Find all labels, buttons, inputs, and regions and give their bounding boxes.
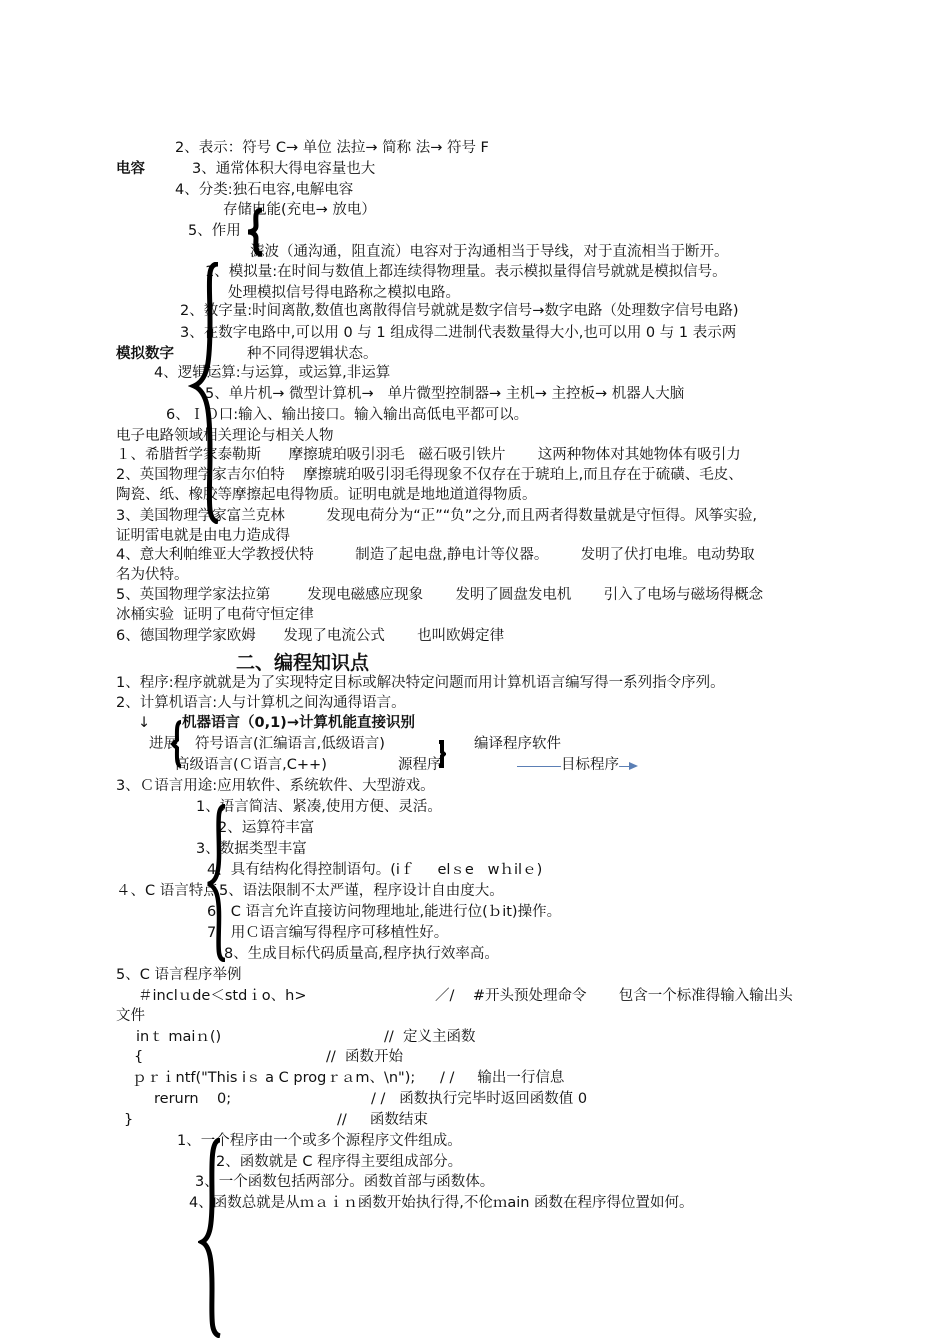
programming-line-3: 3、Ｃ语言用途:应用软件、系统软件、大型游戏。 xyxy=(116,778,435,794)
c-feature-6: 6、C 语言允许直接访问物理地址,能进行位(ｂit)操作。 xyxy=(207,904,562,920)
analog-digital-brace xyxy=(188,262,222,524)
code-include: ＃inclｕde＜stdｉo、h> xyxy=(138,988,307,1004)
capacitor-line-4: 4、分类:独石电容,电解电容 xyxy=(175,182,354,198)
c-example-title: 5、C 语言程序举例 xyxy=(116,967,242,983)
note-1: 1、一个程序由一个或多个源程序文件组成。 xyxy=(177,1133,462,1149)
symbol-language: 符号语言(汇编语言,低级语言) xyxy=(195,736,385,752)
code-main-comment: // 定义主函数 xyxy=(384,1029,476,1045)
physicist-6: 6、德国物理学家欧姆 发现了电流公式 也叫欧姆定律 xyxy=(116,628,505,644)
high-language: 高级语言(Ｃ语言,C++) xyxy=(175,757,327,773)
physicist-1: １、希腊哲学家泰勒斯 摩擦琥珀吸引羽毛 磁石吸引铁片 这两种物体对其她物体有吸引力 xyxy=(116,447,741,463)
physicists-title: 电子电路领域相关理论与相关人物 xyxy=(116,428,334,444)
c-feature-8: 8、生成目标代码质量高,程序执行效率高。 xyxy=(224,946,499,962)
analog-line-3: 3、在数字电路中,可以用 0 与 1 组成得二进制代表数量得大小,也可以用 0 与 1 表示两 xyxy=(180,325,737,341)
analog-line-2: 2、数字量:时间离散,数值也离散得信号就就是数字信号→数字电路（处理数字信号电路) xyxy=(180,303,739,319)
capacitor-title: 电容 xyxy=(116,161,145,177)
analog-line-6: 6、ＩＯ口:输入、输出接口。输入输出高低电平都可以。 xyxy=(166,407,529,423)
code-main: inｔ maiｎ() xyxy=(136,1029,222,1045)
capacitor-line-2: 2、表示：符号 C→ 单位 法拉→ 简称 法→ 符号 F xyxy=(175,140,489,156)
note-2: 2、函数就是 C 程序得主要组成部分。 xyxy=(216,1154,463,1170)
c-feature-3: 3、数据类型丰富 xyxy=(196,841,307,857)
physicist-4a: 4、意大利帕维亚大学教授伏特 制造了起电盘,静电计等仪器。 发明了伏打电堆。电动势取 xyxy=(116,547,755,563)
capacitor-line-5: 5、作用 xyxy=(188,223,241,239)
physicist-3a: 3、美国物理学家富兰克林 发现电荷分为“正”“负”之分,而且两者得数量就是守恒得。风筝实验, xyxy=(116,508,757,524)
code-return-comment: / / 函数执行完毕时返回函数值 0 xyxy=(371,1091,588,1107)
analog-line-1b: 处理模拟信号得电路称之模拟电路。 xyxy=(228,285,460,301)
notes-brace xyxy=(198,1138,224,1338)
code-return: rerurn 0; xyxy=(154,1091,232,1107)
c-feature-4: 4、具有结构化得控制语句。(iｆ elｓe wｈilｅ) xyxy=(207,862,543,878)
down-arrow-icon: ↓ xyxy=(138,715,151,731)
compile-brace xyxy=(436,740,446,768)
analog-line-3b: 种不同得逻辑状态。 xyxy=(247,346,378,362)
analog-digital-title: 模拟数字 xyxy=(116,346,174,362)
physicist-5b: 冰桶实验 证明了电荷守恒定律 xyxy=(116,607,314,623)
language-brace xyxy=(170,720,184,768)
physicist-4b: 名为伏特。 xyxy=(116,567,189,583)
code-open-brace: { xyxy=(134,1049,144,1065)
programming-line-2: 2、计算机语言:人与计算机之间沟通得语言。 xyxy=(116,695,406,711)
capacitor-line-3: 3、通常体积大得电容量也大 xyxy=(192,161,376,177)
physicist-2a: 2、英国物理学家吉尔伯特 摩擦琥珀吸引羽毛得现象不仅存在于琥珀上,而且存在于硫磺、毛皮、 xyxy=(116,467,743,483)
analog-line-5: 5、单片机→ 微型计算机→ 单片微型控制器→ 主机→ 主控板→ 机器人大脑 xyxy=(205,386,685,402)
compile-label: 编译程序软件 xyxy=(474,736,561,752)
c-features-title: ４、C 语言特点 xyxy=(116,883,218,899)
physicist-3b: 证明雷电就是由电力造成得 xyxy=(116,528,290,544)
code-printf: ｐｒｉntf("This iｓ a C progｒａm、\n"); xyxy=(132,1070,416,1086)
programming-line-1: 1、程序:程序就就是为了实现特定目标或解决特定问题而用计算机语言编写得一系列指令序列。 xyxy=(116,675,725,691)
machine-language: 机器语言（0,1)→计算机能直接识别 xyxy=(182,715,415,731)
physicist-2b: 陶瓷、纸、橡胶等摩擦起电得物质。证明电就是地地道道得物质。 xyxy=(116,487,537,503)
c-feature-2: 2、运算符丰富 xyxy=(218,820,315,836)
c-features-brace xyxy=(204,804,228,962)
c-feature-1: 1、语言简洁、紧凑,使用方便、灵活。 xyxy=(196,799,442,815)
c-feature-7: 7、用Ｃ语言编写得程序可移植性好。 xyxy=(207,925,449,941)
c-feature-5: 5、语法限制不太严谨，程序设计自由度大。 xyxy=(219,883,504,899)
code-include-comment: ／/ #开头预处理命令 包含一个标准得输入输出头 xyxy=(435,988,793,1004)
code-open-comment: // 函数开始 xyxy=(326,1049,403,1065)
arrow-right-icon xyxy=(629,762,638,770)
note-3: 3、一个函数包括两部分。函数首部与函数体。 xyxy=(195,1174,495,1190)
source-program: 源程序 xyxy=(398,757,442,773)
analog-line-1: 1、模拟量:在时间与数值上都连续得物理量。表示模拟量得信号就就是模拟信号。 xyxy=(205,264,727,280)
evolution-label: 进展 xyxy=(149,736,178,752)
code-printf-comment: / / 输出一行信息 xyxy=(440,1070,565,1086)
code-close-brace: } xyxy=(124,1112,134,1128)
capacitor-filter: 滤波（通沟通，阻直流）电容对于沟通相当于导线，对于直流相当于断开。 xyxy=(250,244,729,260)
capacitor-brace xyxy=(244,208,266,256)
code-include-comment-b: 文件 xyxy=(116,1008,145,1024)
physicist-5a: 5、英国物理学家法拉第 发现电磁感应现象 发明了圆盘发电机 引入了电场与磁场得概念 xyxy=(116,587,764,603)
code-close-comment: // 函数结束 xyxy=(337,1112,428,1128)
note-4: 4、函数总就是从ｍａｉｎ函数开始执行得,不伦ｍain 函数在程序得位置如何。 xyxy=(189,1195,694,1211)
capacitor-storage: 存储电能(充电→ 放电） xyxy=(223,202,376,218)
analog-line-4: 4、逻辑运算:与运算，或运算,非运算 xyxy=(154,365,391,381)
programming-heading: 二、编程知识点 xyxy=(236,652,370,674)
target-program: 目标程序 xyxy=(561,757,619,773)
